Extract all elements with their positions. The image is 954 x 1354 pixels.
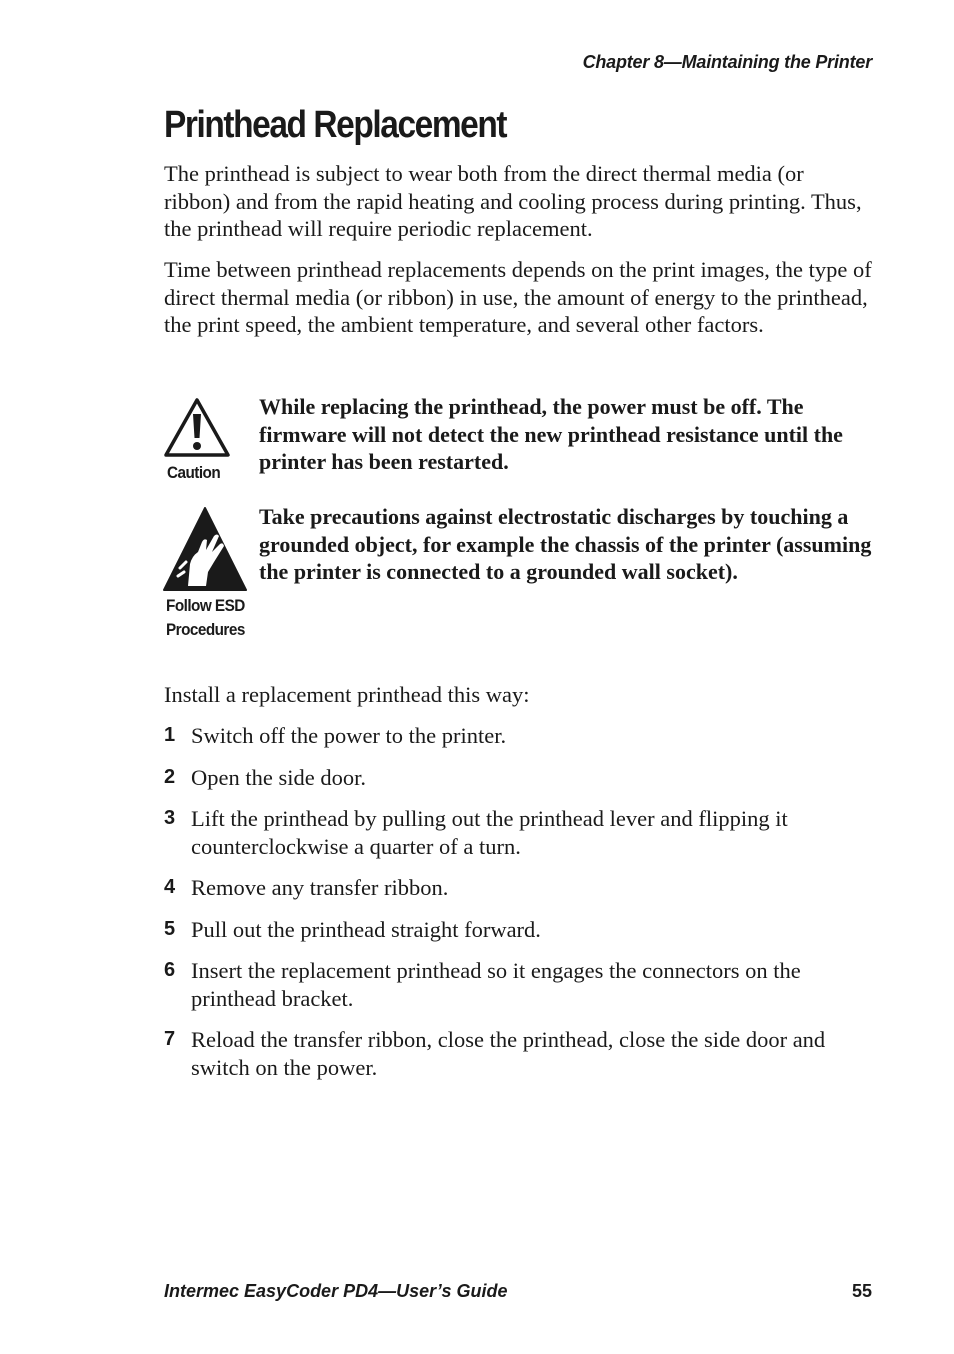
step-item [164,722,874,750]
step-number: 6 [164,959,176,981]
step-number: 5 [164,917,176,940]
esd-label [166,594,245,642]
caution-icon [163,396,231,458]
step-number: 3 [164,807,176,829]
caution-label: Caution [167,463,221,482]
step-item [164,916,874,944]
step-item [164,874,874,902]
esd-hand-icon [162,506,248,592]
running-header: Chapter 8—Maintaining the Printer [582,52,872,72]
step-item [164,764,874,792]
step-number: 1 [164,724,176,746]
page-number: 55 [851,1281,872,1301]
intro-paragraph-2: Time between printhead replacements depends on the print images, the type of direct thermal media (or ribbon) in use, the amount of energy to the printhead, the print speed, the ambient temperature, and several other factors. [164,257,872,337]
step-number: 4 [164,876,176,898]
step-number: 2 [164,765,176,788]
esd-label-line2: Procedures [166,620,245,639]
footer-guide-title: Intermec EasyCoder PD4—User’s Guide [164,1281,508,1301]
step-number: 7 [164,1028,176,1050]
step-text: Open the side door. [191,764,366,790]
step-text: Remove any transfer ribbon. [191,875,449,900]
step-text: Lift the printhead by pulling out the printhead lever and flipping it counterclockwise a quarter of a turn. [191,806,788,859]
steps-intro: Install a replacement printhead this way: [164,682,530,707]
step-text: Insert the replacement printhead so it engages the connectors on the printhead bracket. [191,958,801,1011]
step-item [164,805,874,860]
step-item [164,1026,874,1081]
page-title: Printhead Replacement [164,104,507,146]
steps-list [164,722,874,1095]
intro-paragraph-1: The printhead is subject to wear both from the direct thermal media (or ribbon) and from the rapid heating and cooling process during printing. Thus, the printhead will require periodic replacement. [164,161,862,241]
step-text: Switch off the power to the printer. [191,723,507,748]
step-item [164,957,874,1012]
step-text: Reload the transfer ribbon, close the printhead, close the side door and switch on the power. [191,1027,826,1080]
caution-text: While replacing the printhead, the power must be off. The firmware will not detect the new printhead resistance until the printer has been restarted. [259,394,843,474]
esd-text: Take precautions against electrostatic discharges by touching a grounded object, for example the chassis of the printer (assuming the printer is connected to a grounded wall socket). [259,504,872,584]
step-text: Pull out the printhead straight forward. [191,916,541,942]
esd-label-line1: Follow ESD [166,596,245,615]
